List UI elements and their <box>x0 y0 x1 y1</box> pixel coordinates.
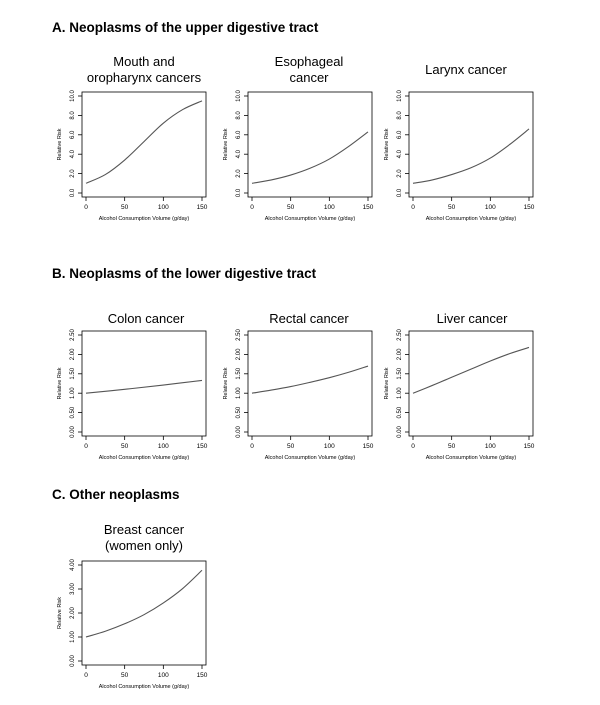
plot-frame <box>82 561 206 665</box>
y-tick-label: 1.00 <box>397 387 403 400</box>
x-axis-label: Alcohol Consumption Volume (g/day) <box>98 684 190 690</box>
y-tick-label: 0.50 <box>397 406 403 419</box>
y-tick-label: 10.0 <box>236 90 242 102</box>
y-tick-label: 6.0 <box>236 130 242 139</box>
x-tick-label: 150 <box>362 443 374 450</box>
y-tick-label: 1.50 <box>236 367 242 380</box>
y-tick-label: 8.0 <box>70 111 76 120</box>
x-tick-label: 150 <box>196 443 208 450</box>
chart-title-line: Larynx cancer <box>425 62 507 77</box>
chart-title-line: Colon cancer <box>107 311 185 326</box>
x-tick-label: 0 <box>250 204 254 211</box>
y-tick-label: 2.00 <box>397 348 403 361</box>
y-tick-label: 6.0 <box>397 130 403 139</box>
chart-title-line: Esophageal <box>274 54 344 69</box>
x-tick-label: 50 <box>287 204 295 211</box>
x-axis-label: Alcohol Consumption Volume (g/day) <box>98 216 190 222</box>
y-axis-label: Relative Risk <box>223 128 229 161</box>
y-tick-label: 2.0 <box>397 169 403 178</box>
y-tick-label: 1.00 <box>70 387 76 400</box>
section-title-other-neoplasms: C. Other neoplasms <box>52 487 180 502</box>
chart-title-line: Liver cancer <box>436 311 508 326</box>
y-axis-label: Relative Risk <box>223 367 229 400</box>
y-tick-label: 4.0 <box>236 150 242 159</box>
x-tick-label: 50 <box>121 672 129 679</box>
x-tick-label: 50 <box>287 443 295 450</box>
x-axis-label: Alcohol Consumption Volume (g/day) <box>98 455 190 461</box>
x-tick-label: 50 <box>121 204 129 211</box>
x-tick-label: 0 <box>84 672 88 679</box>
x-tick-label: 100 <box>157 443 169 450</box>
y-tick-label: 0.00 <box>397 426 403 438</box>
x-axis-label: Alcohol Consumption Volume (g/day) <box>425 455 517 461</box>
y-tick-label: 10.0 <box>397 90 403 102</box>
x-tick-label: 150 <box>523 204 535 211</box>
x-axis-label: Alcohol Consumption Volume (g/day) <box>425 216 517 222</box>
y-tick-label: 2.00 <box>236 348 242 361</box>
x-tick-label: 150 <box>196 672 208 679</box>
y-tick-label: 0.0 <box>236 188 242 198</box>
x-tick-label: 50 <box>448 204 456 211</box>
y-tick-label: 1.00 <box>70 631 76 643</box>
y-tick-label: 1.50 <box>397 367 403 380</box>
x-tick-label: 100 <box>484 204 496 211</box>
x-tick-label: 0 <box>411 204 415 211</box>
y-tick-label: 1.50 <box>70 367 76 380</box>
y-tick-label: 1.00 <box>236 387 242 400</box>
chart-title-line: oropharynx cancers <box>86 70 202 85</box>
chart-title-line: Rectal cancer <box>269 311 349 326</box>
x-tick-label: 100 <box>157 204 169 211</box>
y-axis-label: Relative Risk <box>57 596 63 630</box>
x-tick-label: 0 <box>84 443 88 450</box>
y-tick-label: 2.50 <box>236 329 242 341</box>
y-tick-label: 6.0 <box>70 130 76 139</box>
y-tick-label: 4.0 <box>70 150 76 159</box>
y-tick-label: 2.50 <box>397 329 403 341</box>
y-tick-label: 0.00 <box>236 426 242 438</box>
x-tick-label: 150 <box>196 204 208 211</box>
y-tick-label: 10.0 <box>70 90 76 102</box>
x-tick-label: 100 <box>484 443 496 450</box>
y-axis-label: Relative Risk <box>57 128 63 161</box>
x-tick-label: 50 <box>448 443 456 450</box>
y-axis-label: Relative Risk <box>384 128 390 161</box>
x-tick-label: 50 <box>121 443 129 450</box>
y-tick-label: 3.00 <box>70 583 76 595</box>
y-tick-label: 0.50 <box>70 406 76 419</box>
relative-risk-curve <box>86 570 202 637</box>
x-axis-label: Alcohol Consumption Volume (g/day) <box>264 216 356 222</box>
y-tick-label: 0.0 <box>70 188 76 198</box>
x-tick-label: 0 <box>411 443 415 450</box>
x-tick-label: 0 <box>84 204 88 211</box>
section-title-upper-digestive: A. Neoplasms of the upper digestive tract <box>52 20 319 35</box>
x-tick-label: 100 <box>323 443 335 450</box>
y-tick-label: 2.0 <box>236 169 242 178</box>
x-tick-label: 150 <box>523 443 535 450</box>
x-axis-label: Alcohol Consumption Volume (g/day) <box>264 455 356 461</box>
y-tick-label: 2.0 <box>70 169 76 178</box>
x-tick-label: 0 <box>250 443 254 450</box>
y-tick-label: 8.0 <box>236 111 242 120</box>
y-axis-label: Relative Risk <box>57 367 63 400</box>
y-tick-label: 2.50 <box>70 329 76 341</box>
y-tick-label: 0.00 <box>70 426 76 438</box>
y-tick-label: 0.00 <box>70 655 76 667</box>
x-tick-label: 100 <box>323 204 335 211</box>
x-tick-label: 100 <box>157 672 169 679</box>
chart-title-line: Breast cancer <box>103 522 185 537</box>
y-axis-label: Relative Risk <box>384 367 390 400</box>
chart-title-line: cancer <box>289 70 329 85</box>
section-title-lower-digestive: B. Neoplasms of the lower digestive tract <box>52 266 317 281</box>
y-tick-label: 0.0 <box>397 188 403 198</box>
y-tick-label: 0.50 <box>236 406 242 419</box>
chart-title-line: Mouth and <box>113 54 175 69</box>
y-tick-label: 4.0 <box>397 150 403 159</box>
y-tick-label: 2.00 <box>70 348 76 361</box>
y-tick-label: 4.00 <box>70 559 76 571</box>
y-tick-label: 2.00 <box>70 607 76 619</box>
y-tick-label: 8.0 <box>397 111 403 120</box>
x-tick-label: 150 <box>362 204 374 211</box>
chart-title-line: (women only) <box>104 538 184 553</box>
